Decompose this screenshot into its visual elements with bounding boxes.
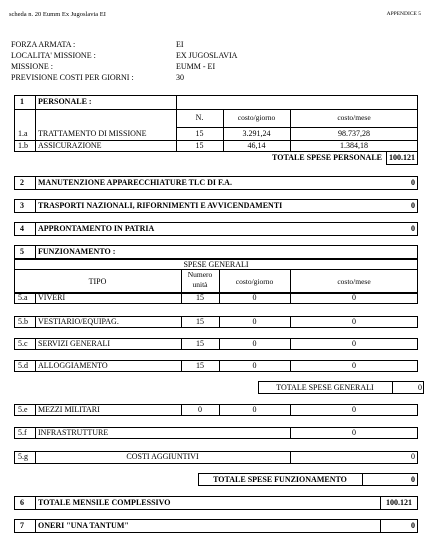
row-n: 15 bbox=[196, 339, 204, 348]
personale-col-giorno: costo/giorno bbox=[237, 113, 276, 122]
row-label: INFRASTRUTTURE bbox=[38, 428, 109, 437]
row-code: 5.g bbox=[18, 452, 28, 461]
row-giorno: 46,14 bbox=[247, 141, 266, 150]
personale-number: 1 bbox=[20, 97, 24, 106]
row-mese: 1.384,18 bbox=[340, 141, 368, 150]
total-generali-value: 0 bbox=[418, 383, 422, 392]
section-value: 0 bbox=[411, 224, 415, 233]
personale-total-label: TOTALE SPESE PERSONALE bbox=[272, 153, 382, 162]
personale-total-value: 100.121 bbox=[389, 153, 415, 162]
funzionamento-number: 5 bbox=[20, 247, 24, 256]
row-n: 15 bbox=[195, 141, 204, 150]
section-number: 3 bbox=[20, 201, 24, 210]
info-label-missione: MISSIONE : bbox=[11, 62, 54, 71]
personale-title: PERSONALE : bbox=[38, 97, 92, 106]
row-n: 15 bbox=[196, 361, 204, 370]
row-mese: 0 bbox=[352, 339, 356, 348]
row-label: VIVERI bbox=[38, 293, 66, 302]
row-code: 5.e bbox=[18, 405, 28, 414]
row-label: COSTI AGGIUNTIVI bbox=[126, 452, 199, 461]
row-giorno: 0 bbox=[252, 361, 257, 370]
personale-col-mese: costo/mese bbox=[337, 113, 371, 122]
row-label: MEZZI MILITARI bbox=[38, 405, 100, 414]
personale-col-n: N. bbox=[195, 113, 204, 122]
row-value: 0 bbox=[411, 452, 415, 461]
row-giorno: 0 bbox=[252, 317, 257, 326]
row-code: 5.f bbox=[18, 428, 27, 437]
row-giorno: 0 bbox=[252, 405, 257, 414]
info-value-missione: EUMM - EI bbox=[176, 62, 216, 71]
section-number: 4 bbox=[20, 224, 24, 233]
info-label-forza: FORZA ARMATA : bbox=[11, 40, 76, 49]
row-code: 5.d bbox=[18, 361, 28, 370]
row-code: 1.a bbox=[18, 129, 28, 138]
section-title: TRASPORTI NAZIONALI, RIFORNIMENTI E AVVICENDAMENTI bbox=[38, 201, 283, 210]
appendix-label: APPENDICE 5 bbox=[386, 11, 421, 17]
section-value: 0 bbox=[411, 201, 415, 210]
oneri-number: 7 bbox=[20, 521, 24, 530]
total-generali-label: TOTALE SPESE GENERALI bbox=[276, 383, 374, 392]
row-label: ASSICURAZIONE bbox=[38, 141, 102, 150]
row-code: 5.c bbox=[18, 339, 28, 348]
row-mese: 0 bbox=[352, 361, 356, 370]
row-mese: 98.737,28 bbox=[338, 129, 370, 138]
totale-mensile-number: 6 bbox=[20, 498, 24, 507]
row-mese: 0 bbox=[352, 317, 356, 326]
spese-generali-heading: SPESE GENERALI bbox=[183, 260, 249, 269]
col-unita: unità bbox=[192, 280, 208, 289]
row-code: 5.b bbox=[18, 317, 28, 326]
row-code: 1.b bbox=[18, 141, 28, 150]
oneri-value: 0 bbox=[411, 521, 415, 530]
row-label: SERVIZI GENERALI bbox=[38, 339, 111, 348]
col-numero: Numero bbox=[187, 270, 213, 279]
info-value-giorni: 30 bbox=[176, 73, 184, 82]
funzionamento-total-label: TOTALE SPESE FUNZIONAMENTO bbox=[213, 475, 347, 484]
row-giorno: 0 bbox=[252, 293, 257, 302]
row-n: 15 bbox=[196, 317, 204, 326]
col-tipo: TIPO bbox=[88, 277, 107, 286]
col-giorno: costo/giorno bbox=[235, 277, 274, 286]
oneri-title: ONERI "UNA TANTUM" bbox=[38, 521, 129, 530]
row-giorno: 3.291,24 bbox=[242, 129, 271, 138]
section-number: 2 bbox=[20, 178, 24, 187]
row-n: 15 bbox=[195, 129, 204, 138]
col-mese: costo/mese bbox=[337, 277, 371, 286]
funzionamento-title: FUNZIONAMENTO : bbox=[38, 247, 116, 256]
row-code: 5.a bbox=[18, 293, 28, 302]
info-label-localita: LOCALITA' MISSIONE : bbox=[11, 51, 96, 60]
info-value-localita: EX JUGOSLAVIA bbox=[176, 51, 238, 60]
row-giorno: 0 bbox=[252, 339, 257, 348]
row-label: ALLOGGIAMENTO bbox=[38, 361, 108, 370]
info-value-forza: EI bbox=[176, 40, 184, 49]
row-label: VESTIARIO/EQUIPAG. bbox=[38, 317, 119, 326]
row-label: TRATTAMENTO DI MISSIONE bbox=[38, 129, 147, 138]
document-reference: scheda n. 20 Eumm Ex Jugoslavia EI bbox=[9, 11, 106, 18]
row-n: 0 bbox=[198, 405, 202, 414]
row-n: 15 bbox=[196, 293, 204, 302]
row-mese: 0 bbox=[352, 293, 356, 302]
totale-mensile-title: TOTALE MENSILE COMPLESSIVO bbox=[38, 498, 171, 507]
info-label-giorni: PREVISIONE COSTI PER GIORNI : bbox=[11, 73, 134, 82]
section-title: APPRONTAMENTO IN PATRIA bbox=[38, 224, 155, 233]
section-value: 0 bbox=[411, 178, 415, 187]
row-mese: 0 bbox=[352, 405, 356, 414]
row-mese: 0 bbox=[352, 428, 356, 437]
totale-mensile-value: 100.121 bbox=[386, 498, 412, 507]
funzionamento-total-value: 0 bbox=[411, 475, 415, 484]
section-title: MANUTENZIONE APPARECCHIATURE TLC DI F.A. bbox=[38, 178, 232, 187]
